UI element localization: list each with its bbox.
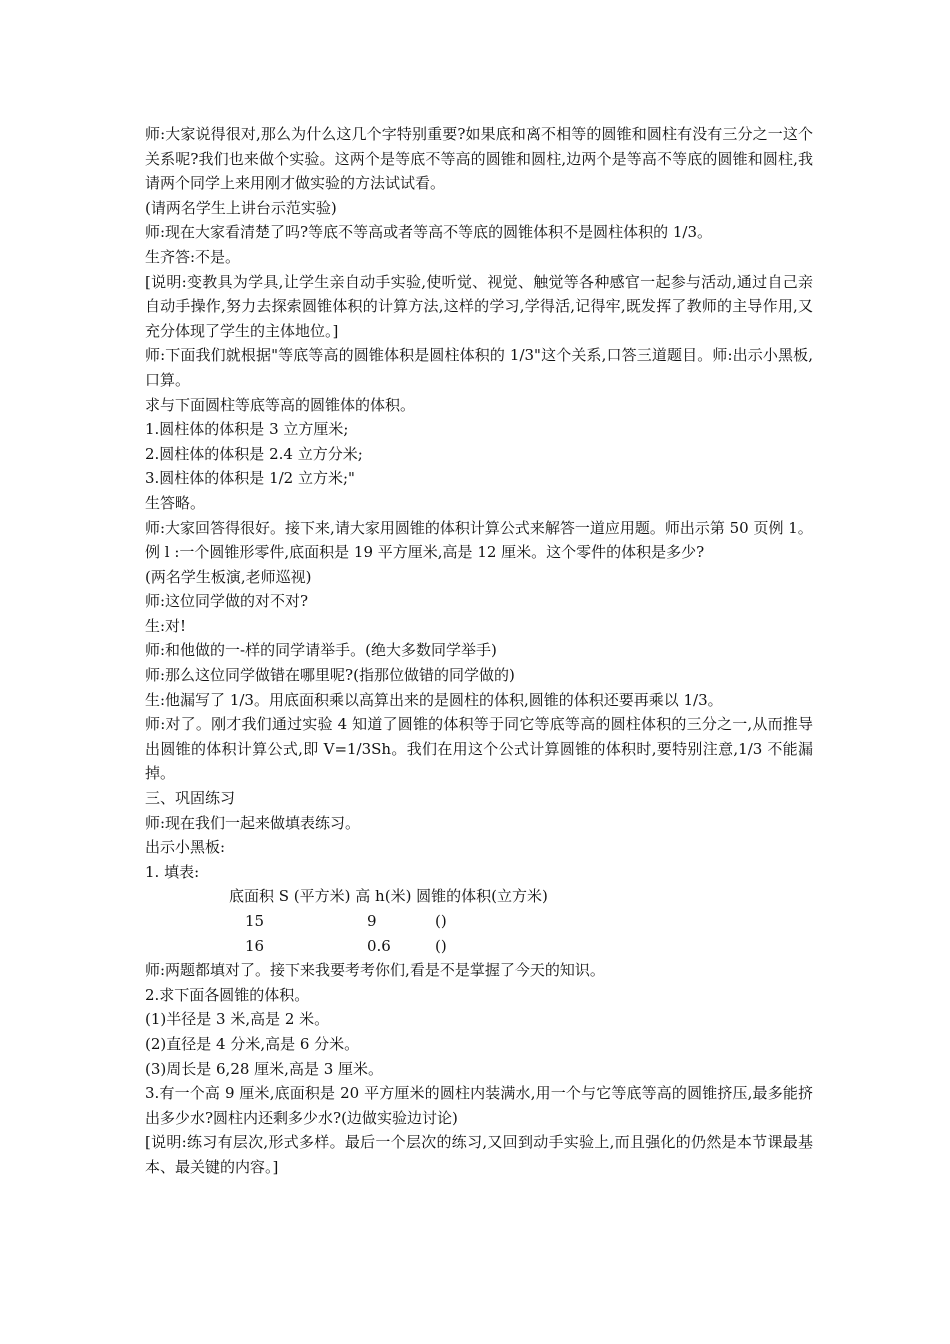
paragraph: [说明:变教具为学具,让学生亲自动手实验,使听觉、视觉、触觉等各种感官一起参与活动,通过自己亲自动手操作,努力去探索圆锥体积的计算方法,这样的学习,学得活,记得牢,既发挥了教师的主导作用,又充分体现了学生的主体地位。] [145, 272, 813, 340]
paragraph: 求与下面圆柱等底等高的圆锥体的体积。 [145, 395, 416, 414]
table-cell-area: 16 [245, 936, 265, 955]
list-item: (1)半径是 3 米,高是 2 米。 [145, 1010, 330, 1029]
table-header-row [145, 884, 813, 909]
list-item: 1.圆柱体的体积是 3 立方厘米; [145, 420, 349, 439]
paragraph: 师:大家说得很对,那么为什么这几个字特别重要?如果底和离不相等的圆锥和圆柱有没有三分之一这个关系呢?我们也来做个实验。这两个是等底不等高的圆锥和圆柱,边两个是等高不等底的圆锥和圆柱,我请两个同学上来用刚才做实验的方法试试看。 [145, 125, 813, 193]
list-item: 3.圆柱体的体积是 1/2 立方米;" [145, 469, 355, 488]
fill-in-table [145, 884, 813, 958]
table-row [145, 934, 813, 959]
table-cell-height: 0.6 [367, 936, 391, 955]
paragraph: (两名学生板演,老师巡视) [145, 567, 312, 586]
paragraph: 师:和他做的一-样的同学请举手。(绝大多数同学举手) [145, 641, 497, 660]
table-cell-volume: () [435, 936, 447, 955]
table-cell-volume: () [435, 912, 447, 930]
paragraph: 师:那么这位同学做错在哪里呢?(指那位做错的同学做的) [145, 666, 515, 685]
paragraph: 1. 填表: [145, 862, 200, 881]
paragraph: 师:下面我们就根据"等底等高的圆锥体积是圆柱体积的 1/3"这个关系,口答三道题目。师:出示小黑板,口算。 [145, 346, 813, 389]
table-cell-height: 9 [367, 912, 377, 930]
list-item: (2)直径是 4 分米,高是 6 分米。 [145, 1034, 360, 1053]
document-page [145, 122, 813, 1180]
list-item: 3.有一个高 9 厘米,底面积是 20 平方厘米的圆柱内装满水,用一个与它等底等高的圆锥挤压,最多能挤出多少水?圆柱内还剩多少水?(边做实验边讨论) [145, 1084, 813, 1127]
table-row [145, 909, 813, 934]
paragraph: 例 l :一个圆锥形零件,底面积是 19 平方厘米,高是 12 厘米。这个零件的体积是多少? [145, 543, 705, 562]
paragraph: [说明:练习有层次,形式多样。最后一个层次的练习,又回到动手实验上,而且强化的仍然是本节课最基本、最关键的内容。] [145, 1133, 813, 1176]
table-header: 底面积 S (平方米) 高 h(米) 圆锥的体积(立方米) [229, 887, 548, 906]
list-item: (3)周长是 6,28 厘米,高是 3 厘米。 [145, 1059, 384, 1078]
list-item: 2.求下面各圆锥的体积。 [145, 985, 310, 1004]
section-heading: 三、巩固练习 [145, 789, 236, 808]
paragraph: 生:对! [145, 616, 187, 635]
paragraph: 师:现在大家看清楚了吗?等底不等高或者等高不等底的圆锥体积不是圆柱体积的 1/3。 [145, 223, 713, 242]
paragraph: 师:对了。刚才我们通过实验 4 知道了圆锥的体积等于同它等底等高的圆柱体积的三分之一,从而推导出圆锥的体积计算公式,即 V=1/3Sh。我们在用这个公式计算圆锥的体积时,要特别注意,1/3 不能漏掉。 [145, 715, 813, 783]
paragraph: 师:这位同学做的对不对? [145, 592, 309, 611]
paragraph: 生答略。 [145, 493, 206, 512]
paragraph: 出示小黑板: [145, 838, 226, 857]
paragraph: 生:他漏写了 1/3。用底面积乘以高算出来的是圆柱的体积,圆锥的体积还要再乘以 1/3。 [145, 690, 723, 709]
paragraph: 师:现在我们一起来做填表练习。 [145, 813, 361, 832]
paragraph: 师:大家回答得很好。接下来,请大家用圆锥的体积计算公式来解答一道应用题。师出示第 50 页例 1。 [145, 518, 813, 537]
table-cell-area: 15 [245, 912, 265, 930]
paragraph: (请两名学生上讲台示范实验) [145, 198, 337, 217]
paragraph: 师:两题都填对了。接下来我要考考你们,看是不是掌握了今天的知识。 [145, 961, 605, 980]
paragraph: 生齐答:不是。 [145, 247, 241, 266]
list-item: 2.圆柱体的体积是 2.4 立方分米; [145, 444, 363, 463]
